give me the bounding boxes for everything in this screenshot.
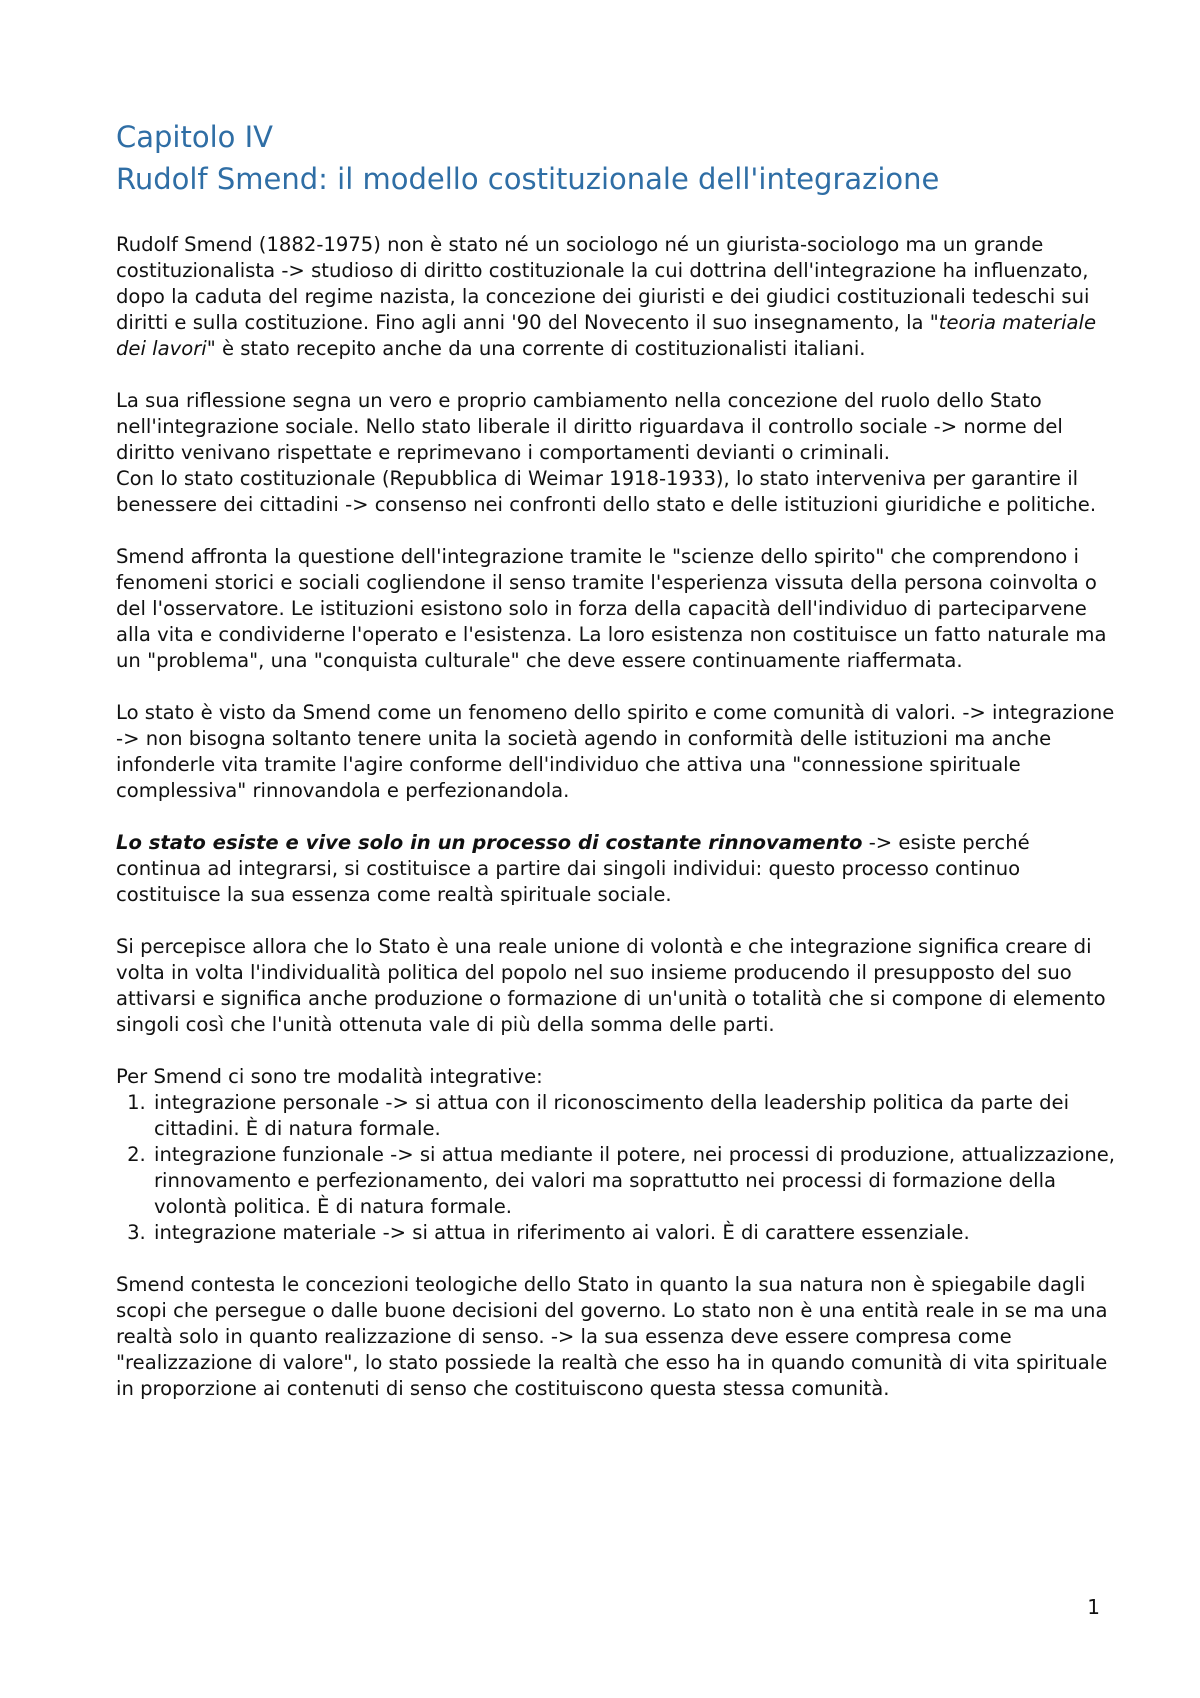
chapter-title: Rudolf Smend: il modello costituzionale dell'integrazione — [116, 162, 940, 196]
paragraph-spirit-sciences: Smend affronta la questione dell'integrazione tramite le "scienze dello spirito" che comprendono i fenomeni storici e sociali cogliendone il senso tramite l'esperienza vissuta della persona coinvolta o del l'osservatore. Le istituzioni esistono solo in forza della capacità dell'individuo di parteciparvene alla vita e condividerne l'operato e l'esistenza. La loro esistenza non costituisce un fatto naturale ma un "problema", una "conquista culturale" che deve essere continuamente riaffermata. — [116, 545, 1107, 672]
bold-italic-phrase: Lo stato esiste e vive solo in un processo di costante rinnovamento — [116, 831, 863, 854]
paragraph-will-union: Si percepisce allora che lo Stato è una reale unione di volontà e che integrazione significa creare di volta in volta l'individualità politica del popolo nel suo insieme producendo il presupposto del suo attivarsi e significa anche produzione o formazione di un'unità o totalità che si compone di elemento singoli così che l'unità ottenuta vale di più della somma delle parti. — [116, 935, 1106, 1036]
paragraph-constitutional-state: Con lo stato costituzionale (Repubblica di Weimar 1918-1933), lo stato interveniva per garantire il benessere dei cittadini -> consenso nei confronti dello stato e delle istituzioni giuridiche e politiche. — [116, 467, 1097, 516]
italic-phrase: teoria materiale dei lavori — [116, 311, 1097, 360]
list-item: 2. integrazione funzionale -> si attua mediante il potere, nei processi di produzione, attualizzazione, rinnovamento e perfezionamento, dei valori ma soprattutto nei processi di formazione della volontà politica. È di natura formale. — [152, 1142, 1116, 1220]
list-item: 1. integrazione personale -> si attua con il riconoscimento della leadership politica da parte dei cittadini. È di natura formale. — [152, 1090, 1116, 1142]
paragraph-renewal-text: -> esiste perché continua ad integrarsi, si costituisce a partire dai singoli individui: questo processo continuo costituisce la sua essenza come realtà spirituale sociale. — [116, 831, 1030, 906]
paragraph-intro — [116, 232, 1116, 362]
paragraph-theological: Smend contesta le concezioni teologiche dello Stato in quanto la sua natura non è spiegabile dagli scopi che persegue o dalle buone decisioni del governo. Lo stato non è una entità reale in se ma una realtà solo in quanto realizzazione di senso. -> la sua essenza deve essere compresa come "realizzazione di valore", lo stato possiede la realtà che esso ha in quando comunità di vita spirituale in proporzione ai contenuti di senso che costituiscono questa stessa comunità. — [116, 1273, 1108, 1400]
chapter-heading — [116, 116, 1116, 200]
chapter-label: Capitolo IV — [116, 120, 274, 154]
document-body — [116, 232, 1116, 1428]
list-item: 3. integrazione materiale -> si attua in riferimento ai valori. È di carattere essenziale. — [152, 1220, 1116, 1246]
integration-modes-list — [116, 1090, 1116, 1246]
paragraph-liberal-state: La sua riflessione segna un vero e proprio cambiamento nella concezione del ruolo dello Stato nell'integrazione sociale. Nello stato liberale il diritto riguardava il controllo sociale -> norme del diritto venivano rispettate e reprimevano i comportamenti devianti o criminali. — [116, 389, 1063, 464]
paragraph-state-spirit: Lo stato è visto da Smend come un fenomeno dello spirito e come comunità di valori. -> integrazione -> non bisogna soltanto tenere unita la società agendo in conformità delle istituzioni ma anche infonderle vita tramite l'agire conforme dell'individuo che attiva una "connessione spirituale complessiva" rinnovandola e perfezionandola. — [116, 701, 1115, 802]
paragraph-modes-intro: Per Smend ci sono tre modalità integrative: — [116, 1065, 543, 1088]
paragraph-renewal — [116, 830, 1116, 908]
paragraph-intro-text: Rudolf Smend (1882-1975) non è stato né un sociologo né un giurista-sociologo ma un grande costituzionalista -> studioso di diritto costituzionale la cui dottrina dell'integrazione ha influenzato, dopo la caduta del regime nazista, la concezione dei giuristi e dei giudici costituzionali tedeschi sui diritti e sulla costituzione. Fino agli anni '90 del Novecento il suo insegnamento, la " — [116, 233, 1090, 334]
page-number: 1 — [1087, 1595, 1100, 1619]
paragraph-intro-tail: " è stato recepito anche da una corrente di costituzionalisti italiani. — [206, 337, 866, 360]
